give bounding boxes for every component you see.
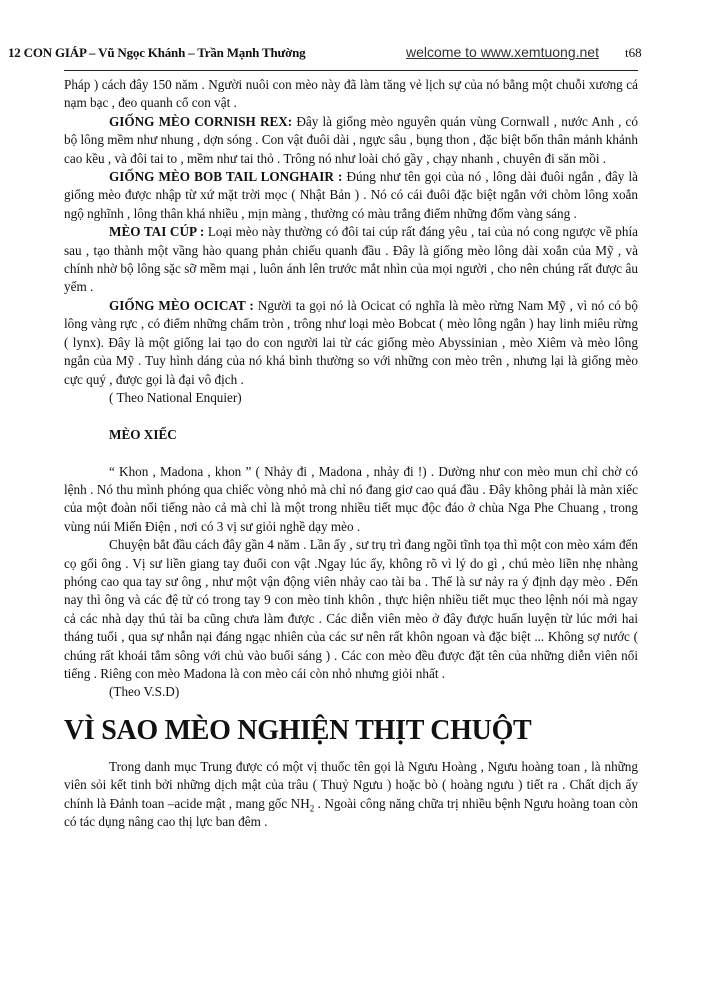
paragraph-intro: Pháp ) cách đây 150 năm . Người nuôi con mèo này đã làm tăng vẻ lịch sự của nó bằng một chuỗi xương cá nạm bạc , đeo quanh cổ con vật . <box>64 77 638 111</box>
spacer <box>64 407 638 425</box>
nh2-subscript: 2 <box>309 803 315 814</box>
ocicat-title: GIỐNG MÈO OCICAT : <box>109 297 254 313</box>
website-link[interactable]: welcome to www.xemtuong.net <box>406 44 599 60</box>
source-citation: ( Theo National Enquier) <box>109 389 242 405</box>
book-title: 12 CON GIÁP – Vũ Ngọc Khánh – Trần Mạnh Thường <box>8 45 306 60</box>
nguu-hoang-text-1: Trong danh mục Trung được có một vị thuốc tên gọi là Ngưu Hoàng , Ngưu hoàng toan , là những viên sỏi kết tinh bởi những dịch mật của trâu ( Thuỷ Ngưu ) hoặc bò ( hoàng ngưu ) tiết ra . Chất dịch ấy chính là Đảnh toan –acide mật , mang gốc NH <box>64 758 638 811</box>
paragraph-bobtail <box>64 168 638 223</box>
bobtail-title: GIỐNG MÈO BOB TAIL LONGHAIR : <box>109 169 343 185</box>
tai-cup-text: Loại mèo này thường có đôi tai cúp rất đáng yêu , tai của nó cong ngược về phía sau , tạo thành một vầng hào quang phản chiếu quanh đầu . Đây là giống mèo lông dài xoắn của Mỹ , và chính nhờ bộ lông sặc sỡ mềm mại , luôn ánh lên trước mắt nhìn của mọi người , cho nên chúng rất được âu yếm . <box>64 224 639 295</box>
cornish-rex-title: GIỐNG MÈO CORNISH REX: <box>109 113 293 129</box>
page-number: t68 <box>625 45 642 60</box>
paragraph-tai-cup <box>64 223 638 297</box>
document-body <box>64 76 638 831</box>
paragraph-circus-1: “ Khon , Madona , khon ” ( Nhảy đi , Madona , nhảy đi !) . Dường như con mèo mun chỉ chờ có lệnh . Nó thu mình phóng qua chiếc vòng nhỏ mà chỉ nó đang giơ cao quá đầu . Đây không phải là màn xiếc của một đoàn nổi tiếng nào cả mà chỉ là một trong nhiều tiết mục độc đáo ở chùa Nga Phe Chuang , trong vùng núi Miến Điện , nơi có 3 vị sư giỏi nghề dạy mèo . <box>64 463 638 534</box>
cornish-rex-text: Đây là giống mèo nguyên quán vùng Cornwall , nước Anh , có bộ lông mềm như nhung , dợn sóng . Con vật đuôi dài , ngực sâu , bụng thon , đặc biệt bốn thân mảnh khảnh cao kều , và đôi tai to , mềm như tai thỏ . Trông nó như loài chó gầy , chạy nhanh , chuyên đi săn mồi . <box>64 113 639 166</box>
paragraph-ocicat <box>64 297 638 389</box>
page-header <box>8 45 698 63</box>
spacer <box>64 444 638 462</box>
section-subtitle: MÈO XIẾC <box>109 426 177 442</box>
chapter-heading: VÌ SAO MÈO NGHIỆN THỊT CHUỘT <box>64 714 532 746</box>
paragraph-cornish-rex <box>64 113 638 168</box>
source-citation: (Theo V.S.D) <box>109 684 180 700</box>
header-rule <box>64 70 638 71</box>
nguu-hoang-text-2: . Ngoài công năng chữa trị nhiều bệnh Ngưu hoàng toan còn có tác dụng nâng cao thị lực ban đêm . <box>64 795 638 829</box>
paragraph-circus-2: Chuyện bắt đầu cách đây gần 4 năm . Lần ấy , sư trụ trì đang ngồi tĩnh tọa thì một con mèo xám đến cọ gối ông . Vị sư liền giang tay đuổi con vật .Ngay lúc ấy, không rõ vì lý do gì , chú mèo liền nhẹ nhàng phóng cao qua tay sư ông , như một vận động viên nhảy cao tài ba . Thế là sư nảy ra ý định dạy mèo . Đến nay thì ông và các đệ tử có trong tay 9 con mèo tinh khôn , thực hiện nhiều tiết mục theo lệnh nói mà ngay cả các nhà dạy thú tài ba cũng chưa làm được . Các diễn viên mèo ở đây được huấn luyện từ lúc mới hai tháng tuổi , qua sự nhẫn nại đáng ngạc nhiên của các sư nên rất khôn ngoan và đặc biệt ... Không sợ nước ( chúng rất khoái tắm sông với chủ vào buổi sáng ) . Các con mèo đều được đặt tên của những diễn viên nổi tiếng . Riêng con mèo Madona là con mèo cái còn nhỏ nhưng giỏi nhất . <box>64 537 638 681</box>
paragraph-nguu-hoang <box>64 758 638 832</box>
tai-cup-title: MÈO TAI CÚP : <box>109 224 205 240</box>
bobtail-text: Đúng như tên gọi của nó , lông dài đuôi ngắn , đây là giống mèo được nhập từ xứ mặt trời mọc ( Nhật Bản ) . Nó có cái đuôi đặc biệt ngắn với chòm lông xoắn ngộ nghĩnh , lông thân khá nhiều , mịn màng , thường có màu trắng điểm những đốm vàng sáng . <box>64 169 638 221</box>
ocicat-text: Người ta gọi nó là Ocicat có nghĩa là mèo rừng Nam Mỹ , vì nó có bộ lông vàng rực , có điểm những chấm tròn , trông như loại mèo Bobcat ( mèo lông ngắn ) hay linh miêu rừng ( lynx). Đây là một giống lai tạo do con người lai từ các giống mèo Abyssinian , mèo Xiêm và mèo lông ngắn của Mỹ . Tuy hình dáng của nó khá bình thường so với những con mèo trên , nhưng lại là giống mèo cực quý , được gọi là đại vô địch . <box>64 297 638 387</box>
